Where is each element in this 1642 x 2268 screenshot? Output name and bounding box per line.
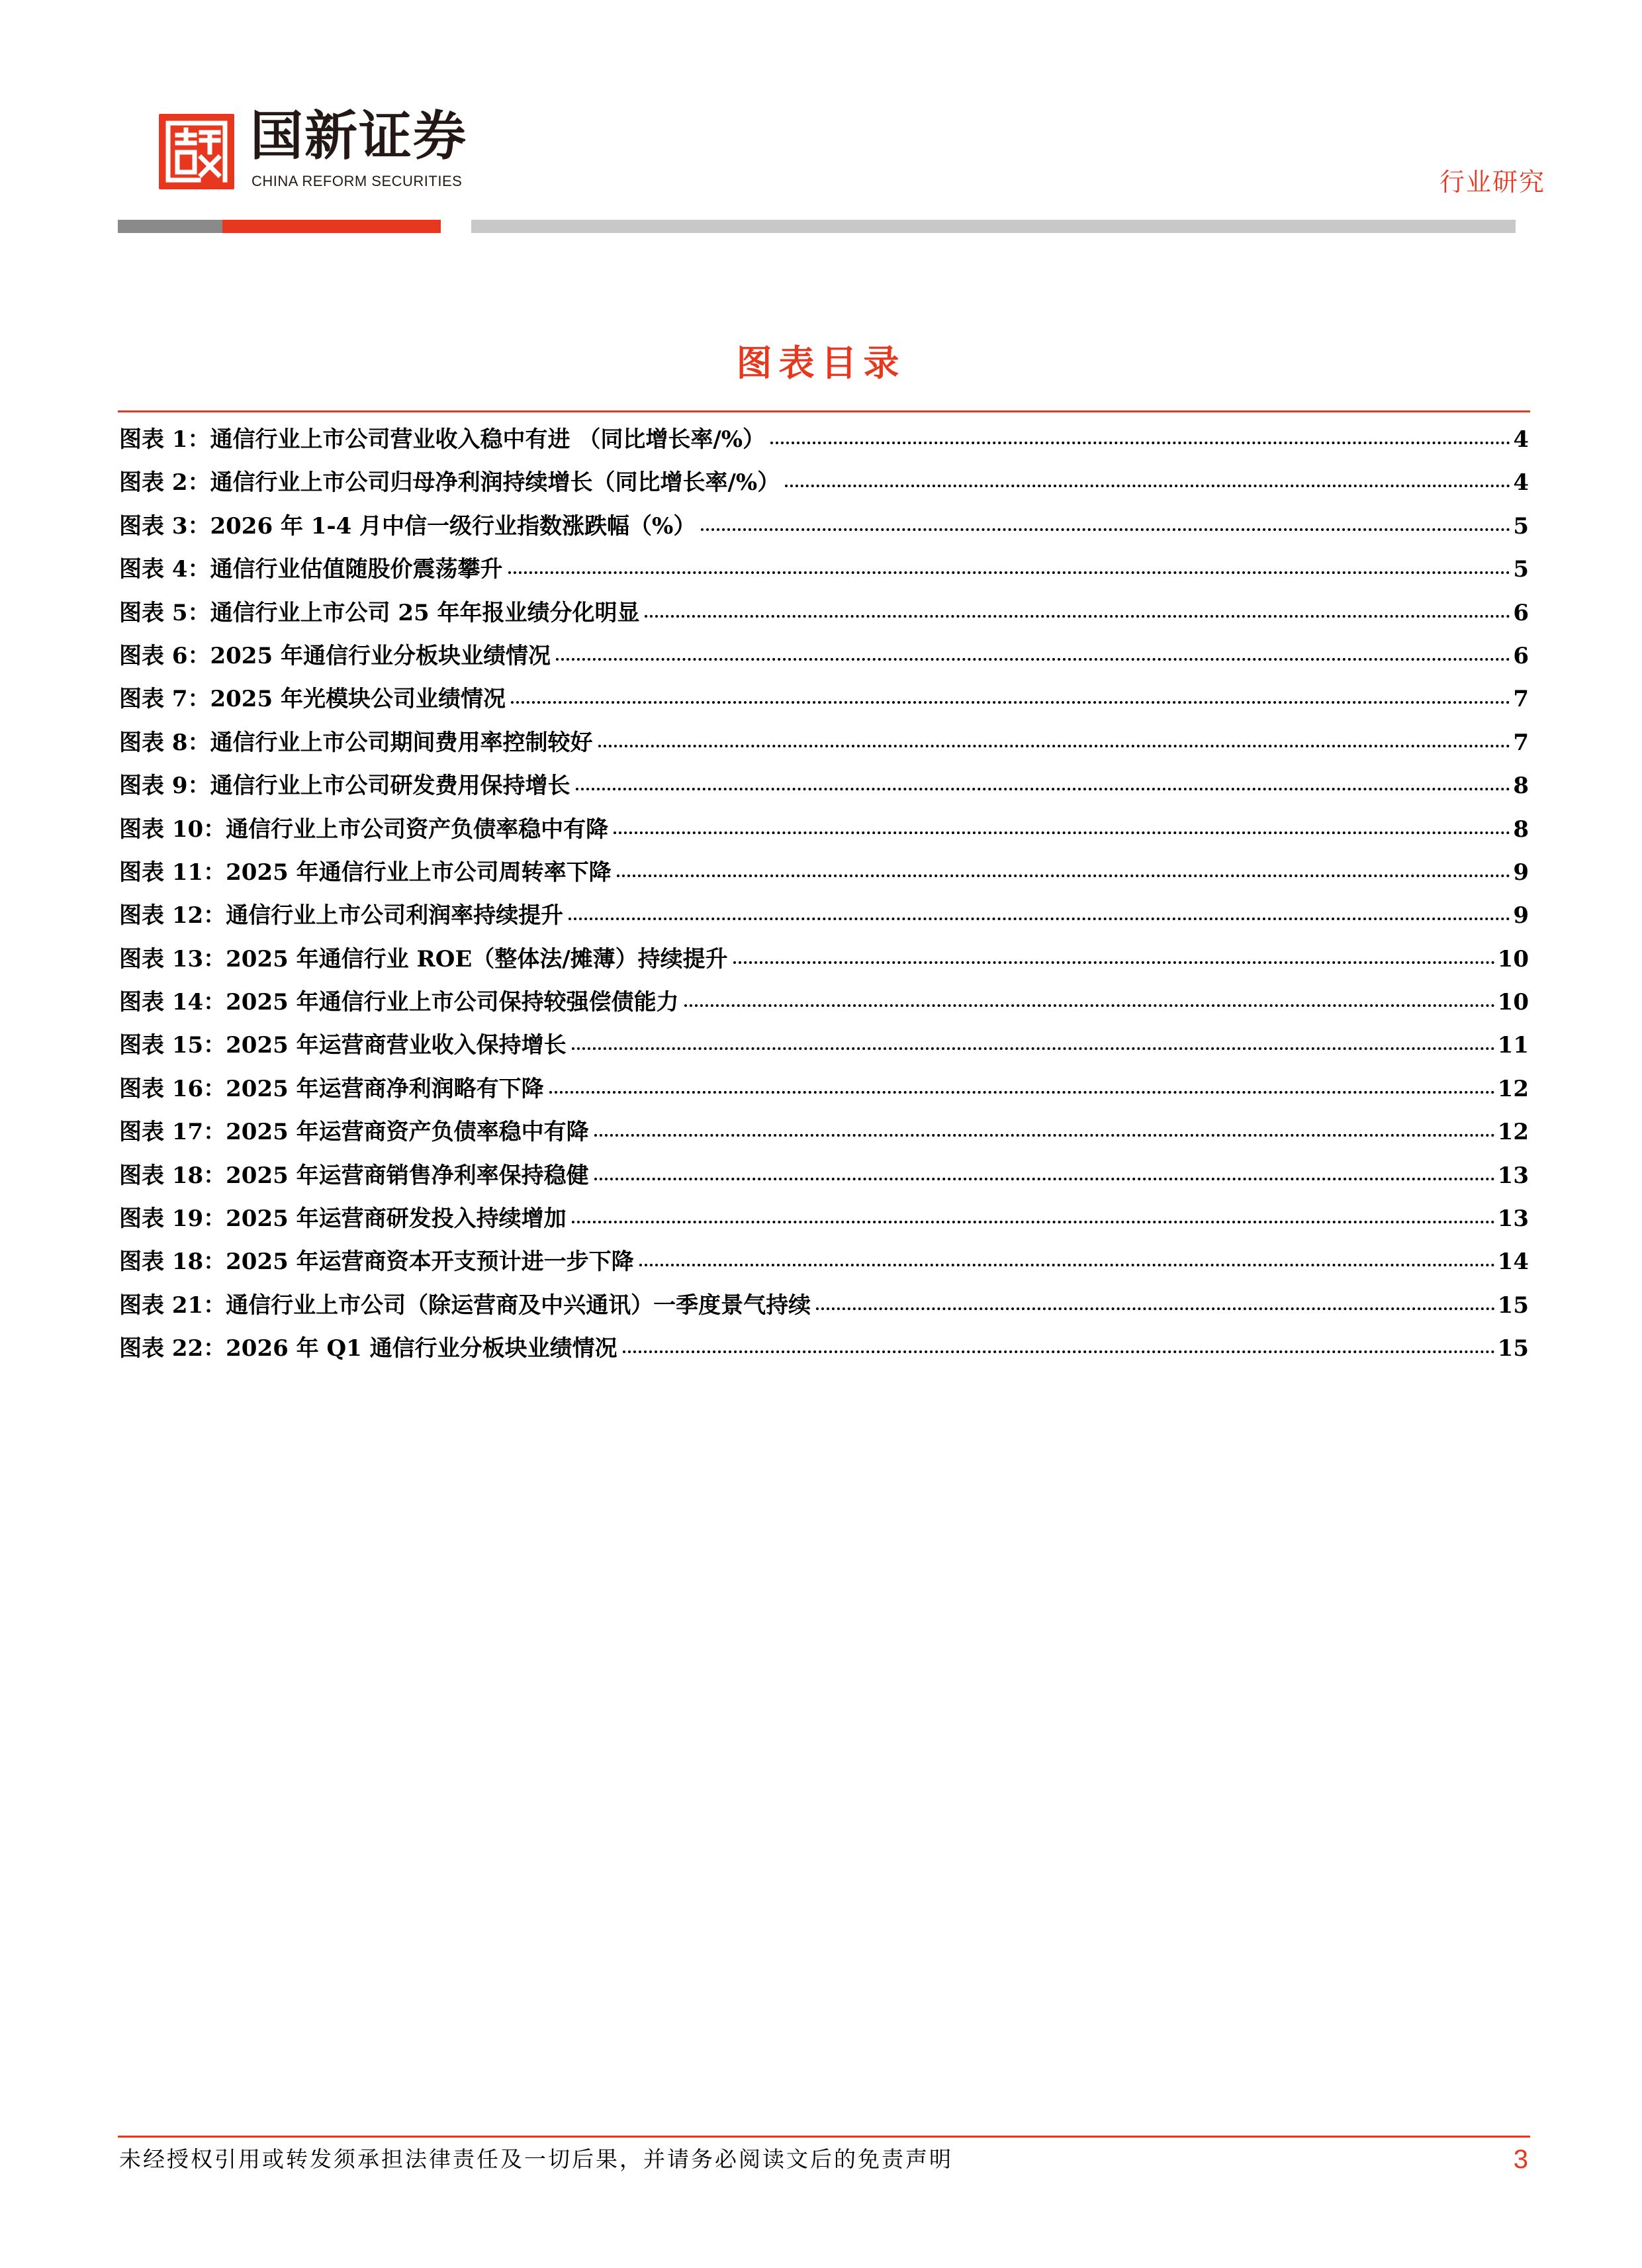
- toc-entry-label: 图表 3：2026 年 1-4 月中信一级行业指数涨跌幅（%）: [119, 512, 696, 540]
- toc-entry-page: 12: [1497, 1119, 1529, 1146]
- toc-entry-page: 15: [1497, 1292, 1529, 1319]
- toc-entry[interactable]: [119, 505, 1529, 548]
- toc-entry-label: 图表 12：通信行业上市公司利润率持续提升: [119, 902, 564, 929]
- toc-entry-label: 图表 11：2025 年通信行业上市公司周转率下降: [119, 859, 612, 886]
- toc-entry-label: 图表 8：通信行业上市公司期间费用率控制较好: [119, 729, 593, 756]
- footer-disclaimer: 未经授权引用或转发须承担法律责任及一切后果，并请务必阅读文后的免责声明: [119, 2146, 953, 2172]
- toc-entry-label: 图表 9：通信行业上市公司研发费用保持增长: [119, 773, 570, 800]
- toc-entry-page: 8: [1513, 816, 1529, 843]
- toc-entry-label: 图表 18：2025 年运营商资本开支预计进一步下降: [119, 1249, 634, 1276]
- toc-dot-leader: [569, 914, 1510, 920]
- toc-entry-page: 13: [1497, 1205, 1529, 1233]
- toc-entry-page: 8: [1513, 773, 1529, 800]
- toc-entry-label: 图表 7：2025 年光模块公司业绩情况: [119, 686, 506, 713]
- toc-entry-page: 5: [1513, 556, 1529, 583]
- toc-entry-label: 图表 4：通信行业估值随股价震荡攀升: [119, 556, 503, 583]
- toc-entry-label: 图表 13：2025 年通信行业 ROE（整体法/摊薄）持续提升: [119, 945, 728, 972]
- toc-title: 图表目录: [736, 342, 906, 384]
- toc-entry[interactable]: [119, 418, 1529, 461]
- logo-wordmark-cn: 国新证券: [250, 105, 467, 167]
- toc-entry-page: 4: [1513, 469, 1529, 496]
- toc-entry[interactable]: [119, 1155, 1529, 1198]
- toc-entry-page: 10: [1497, 989, 1529, 1016]
- toc-entry[interactable]: [119, 808, 1529, 851]
- company-logo-icon: [159, 114, 234, 189]
- toc-entry-label: 图表 18：2025 年运营商销售净利率保持稳健: [119, 1162, 589, 1189]
- toc-entry-label: 图表 5：通信行业上市公司 25 年年报业绩分化明显: [119, 599, 640, 626]
- toc-dot-leader: [645, 611, 1510, 618]
- toc-entry-label: 图表 10：通信行业上市公司资产负债率稳中有降: [119, 816, 609, 843]
- toc-entry-page: 10: [1497, 945, 1529, 972]
- toc-dot-leader: [617, 871, 1511, 877]
- toc-dot-leader: [576, 784, 1511, 790]
- header-bar-grey: [118, 220, 222, 233]
- toc-entry[interactable]: [119, 1241, 1529, 1284]
- toc-dot-leader: [623, 1347, 1495, 1353]
- toc-dot-leader: [549, 1087, 1495, 1094]
- toc-entry-page: 9: [1513, 859, 1529, 886]
- toc-entry-label: 图表 16：2025 年运营商净利润略有下降: [119, 1075, 544, 1102]
- toc-dot-leader: [770, 438, 1510, 444]
- toc-entry-label: 图表 19：2025 年运营商研发投入持续增加: [119, 1205, 567, 1233]
- toc-entry[interactable]: [119, 1024, 1529, 1067]
- toc-entry-label: 图表 21：通信行业上市公司（除运营商及中兴通讯）一季度景气持续: [119, 1292, 811, 1319]
- toc-entry[interactable]: [119, 1284, 1529, 1327]
- toc-entry[interactable]: [119, 1068, 1529, 1111]
- report-section-label: 行业研究: [1439, 167, 1545, 197]
- toc-entry-label: 图表 1：通信行业上市公司营业收入稳中有进 （同比增长率/%）: [119, 426, 766, 453]
- toc-list: [119, 418, 1529, 1371]
- header-bar-light: [471, 220, 1516, 233]
- toc-entry-page: 11: [1497, 1032, 1529, 1059]
- toc-entry[interactable]: [119, 765, 1529, 808]
- logo-wordmark-en: CHINA REFORM SECURITIES: [251, 173, 463, 189]
- toc-entry-page: 12: [1497, 1075, 1529, 1102]
- toc-dot-leader: [598, 741, 1511, 747]
- toc-entry[interactable]: [119, 1111, 1529, 1154]
- toc-dot-leader: [733, 957, 1495, 964]
- toc-entry-page: 14: [1497, 1249, 1529, 1276]
- toc-entry[interactable]: [119, 851, 1529, 894]
- toc-entry[interactable]: [119, 678, 1529, 721]
- toc-entry-label: 图表 14：2025 年通信行业上市公司保持较强偿债能力: [119, 989, 679, 1016]
- toc-entry[interactable]: [119, 635, 1529, 678]
- toc-dot-leader: [785, 481, 1510, 487]
- toc-entry[interactable]: [119, 938, 1529, 981]
- toc-dot-leader: [572, 1043, 1495, 1050]
- toc-dot-leader: [701, 524, 1510, 531]
- toc-dot-leader: [684, 1000, 1495, 1007]
- page-number: 3: [1513, 2145, 1528, 2174]
- toc-entry-page: 13: [1497, 1162, 1529, 1189]
- toc-dot-leader: [639, 1260, 1495, 1266]
- toc-entry-page: 5: [1513, 512, 1529, 540]
- toc-dot-leader: [508, 567, 1511, 574]
- toc-entry[interactable]: [119, 722, 1529, 765]
- toc-entry-label: 图表 15：2025 年运营商营业收入保持增长: [119, 1032, 567, 1059]
- toc-dot-leader: [572, 1217, 1495, 1223]
- toc-dot-leader: [594, 1130, 1495, 1137]
- toc-title-divider: [118, 410, 1530, 412]
- toc-dot-leader: [614, 827, 1510, 834]
- toc-entry-label: 图表 17：2025 年运营商资产负债率稳中有降: [119, 1119, 589, 1146]
- toc-dot-leader: [816, 1303, 1495, 1310]
- toc-entry-label: 图表 6：2025 年通信行业分板块业绩情况: [119, 642, 551, 669]
- toc-entry-page: 9: [1513, 902, 1529, 929]
- toc-dot-leader: [594, 1174, 1495, 1180]
- toc-entry-label: 图表 2：通信行业上市公司归母净利润持续增长（同比增长率/%）: [119, 469, 780, 496]
- toc-entry[interactable]: [119, 894, 1529, 937]
- toc-entry-page: 4: [1513, 426, 1529, 453]
- toc-entry-page: 7: [1513, 686, 1529, 713]
- footer-divider: [118, 2136, 1530, 2138]
- toc-dot-leader: [556, 654, 1510, 661]
- toc-entry[interactable]: [119, 548, 1529, 591]
- toc-entry-page: 6: [1513, 642, 1529, 669]
- toc-entry[interactable]: [119, 1327, 1529, 1370]
- toc-entry[interactable]: [119, 981, 1529, 1024]
- toc-dot-leader: [511, 697, 1510, 704]
- toc-entry[interactable]: [119, 1198, 1529, 1241]
- toc-entry-page: 6: [1513, 599, 1529, 626]
- toc-entry-page: 15: [1497, 1335, 1529, 1362]
- toc-entry[interactable]: [119, 592, 1529, 635]
- header-bar-red: [222, 220, 441, 233]
- toc-entry[interactable]: [119, 461, 1529, 504]
- toc-entry-label: 图表 22：2026 年 Q1 通信行业分板块业绩情况: [119, 1335, 617, 1362]
- toc-entry-page: 7: [1513, 729, 1529, 756]
